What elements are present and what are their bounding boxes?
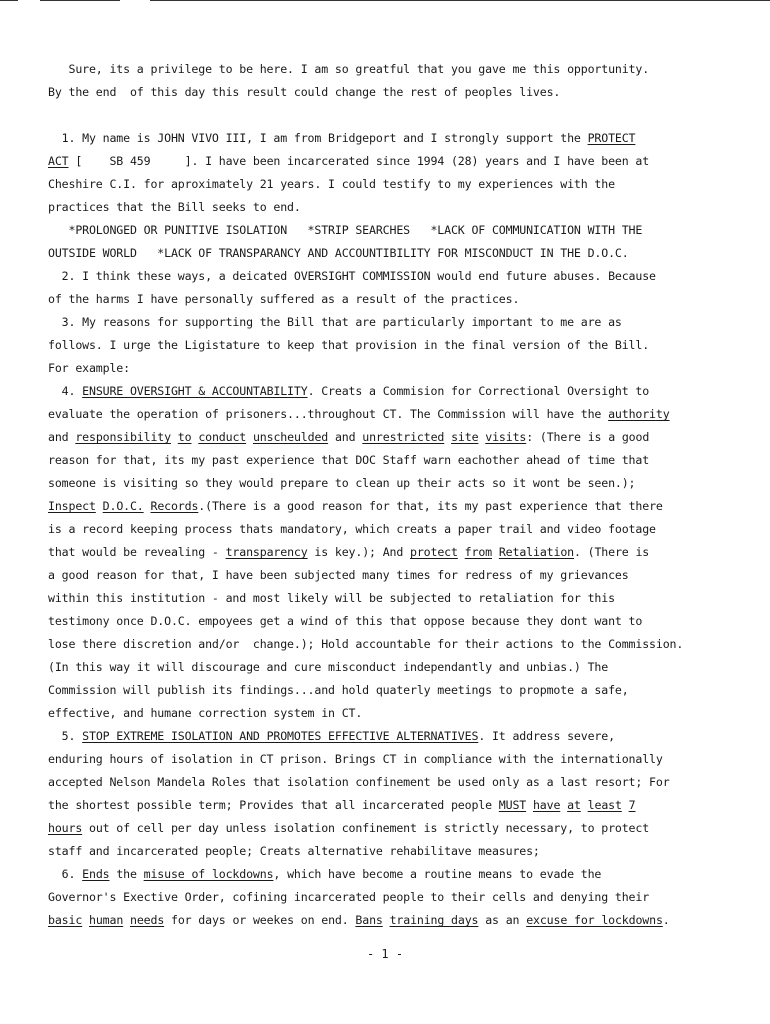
text-line — [48, 311, 748, 334]
text-run: is key.); And — [307, 545, 411, 559]
text-run: , which have become a routine means to evade the — [273, 867, 602, 881]
text-run: for days or weekes on end. — [164, 913, 356, 927]
text-line — [48, 495, 748, 518]
underlined-text: site — [451, 430, 479, 444]
text-run: accepted Nelson Mandela Roles that isolation confinement be used only as a last resort; For — [48, 775, 670, 789]
underlined-text: unscheulded — [252, 430, 329, 444]
text-line — [48, 909, 748, 932]
text-run: follows. I urge the Ligistature to keep that provision in the final version of the Bill. — [48, 338, 650, 352]
text-run: .(There is a good reason for that, its my past experience that there — [198, 499, 663, 513]
text-run: By the end of this day this result could change the rest of peoples lives. — [48, 85, 561, 99]
text-run: that would be revealing - — [48, 545, 226, 559]
text-run: (In this way it will discourage and cure misconduct independantly and unbias.) The — [48, 660, 609, 674]
underlined-text: Records — [150, 499, 199, 513]
text-line — [48, 633, 748, 656]
text-line — [48, 679, 748, 702]
text-run: the — [109, 867, 144, 881]
text-run — [246, 430, 253, 444]
page-number: - 1 - — [366, 947, 404, 961]
text-run: 3. My reasons for supporting the Bill that are particularly important to me are as — [48, 315, 622, 329]
text-line — [48, 357, 748, 380]
underlined-text: transparency — [225, 545, 308, 559]
text-run: is a record keeping process thats mandatory, which creats a paper trail and video footage — [48, 522, 656, 536]
underlined-text: D.O.C. — [102, 499, 144, 513]
text-line — [48, 173, 748, 196]
underlined-text: responsibility — [75, 430, 171, 444]
text-line — [48, 196, 748, 219]
text-line — [48, 794, 748, 817]
document-body — [48, 58, 748, 932]
text-run: the shortest possible term; Provides that all incarcerated people — [48, 798, 499, 812]
underlined-text: MUST — [498, 798, 527, 812]
text-run: lose there discretion and/or change.); Hold accountable for their actions to the Commission. — [48, 637, 684, 651]
underlined-text: protect — [410, 545, 458, 559]
text-run — [581, 798, 588, 812]
underlined-text: least — [587, 798, 622, 812]
text-line — [48, 472, 748, 495]
underlined-text: have — [532, 798, 561, 812]
text-run: For example: — [48, 361, 130, 375]
text-run: : (There is a good — [526, 430, 650, 444]
text-run: Governor's Exective Order, cofining incarcerated people to their cells and denying their — [48, 890, 650, 904]
text-run: staff and incarcerated people; Creats alternative rehabilitave measures; — [48, 844, 540, 858]
text-run: practices that the Bill seeks to end. — [48, 200, 301, 214]
underlined-text: misuse of lockdowns — [143, 867, 274, 881]
text-line — [48, 725, 748, 748]
top-edge-line — [150, 0, 770, 1]
text-run — [492, 545, 499, 559]
text-run: . Creats a Commision for Correctional Oversight to — [307, 384, 650, 398]
text-line — [48, 817, 748, 840]
underlined-text: needs — [130, 913, 165, 927]
underlined-text: unrestricted — [362, 430, 445, 444]
text-line — [48, 541, 748, 564]
text-line — [48, 518, 748, 541]
text-line — [48, 587, 748, 610]
underlined-text: authority — [608, 407, 670, 421]
text-line — [48, 702, 748, 725]
text-line — [48, 863, 748, 886]
text-run: 5. — [48, 729, 83, 743]
text-line — [48, 242, 748, 265]
underlined-text: at — [567, 798, 581, 812]
text-line — [48, 127, 748, 150]
text-line — [48, 840, 748, 863]
text-run: testimony once D.O.C. empoyees get a wind of this that oppose because they dont want to — [48, 614, 643, 628]
text-line — [48, 81, 748, 104]
text-line — [48, 334, 748, 357]
text-line — [48, 104, 748, 127]
text-run: 2. I think these ways, a deicated OVERSIGHT COMMISSION would end future abuses. Because — [48, 269, 656, 283]
text-line — [48, 449, 748, 472]
text-run: evaluate the operation of prisoners...throughout CT. The Commission will have the — [48, 407, 609, 421]
text-run: out of cell per day unless isolation confinement is strictly necessary, to protect — [82, 821, 650, 835]
text-run: and — [48, 430, 76, 444]
text-line — [48, 748, 748, 771]
underlined-text: ENSURE OVERSIGHT & ACCOUNTABILITY — [82, 384, 308, 398]
text-run: as an — [478, 913, 527, 927]
underlined-text: basic — [48, 913, 83, 927]
text-run: . — [662, 913, 670, 927]
underlined-text: PROTECT — [587, 131, 636, 145]
text-run: and — [328, 430, 363, 444]
text-line — [48, 403, 748, 426]
text-run: *PROLONGED OR PUNITIVE ISOLATION *STRIP SEARCHES *LACK OF COMMUNICATION WITH THE — [48, 223, 643, 237]
text-run: [ SB 459 ]. I have been incarcerated since 1994 (28) years and I have been at — [68, 154, 650, 168]
text-run: Sure, its a privilege to be here. I am so greatful that you gave me this opportunity. — [48, 62, 650, 76]
text-run: enduring hours of isolation in CT prison. Brings CT in compliance with the internationally — [48, 752, 663, 766]
text-run: 6. — [48, 867, 83, 881]
text-run: . (There is — [573, 545, 650, 559]
top-edge-line — [0, 0, 18, 1]
text-line — [48, 150, 748, 173]
text-run — [96, 499, 103, 513]
underlined-text: Ends — [82, 867, 110, 881]
underlined-text: visits — [485, 430, 527, 444]
text-line — [48, 58, 748, 81]
text-run: a good reason for that, I have been subjected many times for redress of my grievances — [48, 568, 629, 582]
text-line — [48, 564, 748, 587]
text-run: Commission will publish its findings...and hold quaterly meetings to propmote a safe, — [48, 683, 629, 697]
text-line — [48, 380, 748, 403]
text-run: 4. — [48, 384, 83, 398]
text-run — [622, 798, 629, 812]
text-line — [48, 265, 748, 288]
text-run: 1. My name is JOHN VIVO III, I am from Bridgeport and I strongly support the — [48, 131, 588, 145]
text-run — [82, 913, 89, 927]
underlined-text: conduct — [198, 430, 247, 444]
text-run: Cheshire C.I. for aproximately 21 years. I could testify to my experiences with the — [48, 177, 615, 191]
underlined-text: from — [464, 545, 492, 559]
underlined-text: hours — [48, 821, 83, 835]
text-run — [123, 913, 130, 927]
text-run — [171, 430, 178, 444]
underlined-text: ACT — [48, 154, 69, 168]
text-run: effective, and humane correction system in CT. — [48, 706, 363, 720]
text-run — [526, 798, 533, 812]
text-run — [458, 545, 465, 559]
underlined-text: Retaliation — [498, 545, 574, 559]
underlined-text: Bans — [355, 913, 383, 927]
text-run: reason for that, its my past experience that DOC Staff warn eachother ahead of time that — [48, 453, 650, 467]
text-run: OUTSIDE WORLD *LACK OF TRANSPARANCY AND ACCOUNTIBILITY FOR MISCONDUCT IN THE D.O.C. — [48, 246, 629, 260]
underlined-text: training days — [389, 913, 479, 927]
underlined-text: 7 — [628, 798, 636, 812]
underlined-text: to — [177, 430, 192, 444]
text-line — [48, 771, 748, 794]
text-line — [48, 886, 748, 909]
underlined-text: human — [89, 913, 124, 927]
underlined-text: excuse for lockdowns — [526, 913, 663, 927]
text-run: . It address severe, — [478, 729, 615, 743]
text-line — [48, 656, 748, 679]
underlined-text: Inspect — [48, 499, 96, 513]
text-line — [48, 219, 748, 242]
text-run: within this institution - and most likely will be subjected to retaliation for this — [48, 591, 615, 605]
text-run: someone is visiting so they would prepare to clean up their acts so it wont be seen.); — [48, 476, 636, 490]
top-edge-line — [40, 0, 120, 1]
text-run: of the harms I have personally suffered as a result of the practices. — [48, 292, 520, 306]
text-run — [383, 913, 390, 927]
text-line — [48, 426, 748, 449]
text-line — [48, 610, 748, 633]
underlined-text: STOP EXTREME ISOLATION AND PROMOTES EFFECTIVE ALTERNATIVES — [82, 729, 479, 743]
text-line — [48, 288, 748, 311]
